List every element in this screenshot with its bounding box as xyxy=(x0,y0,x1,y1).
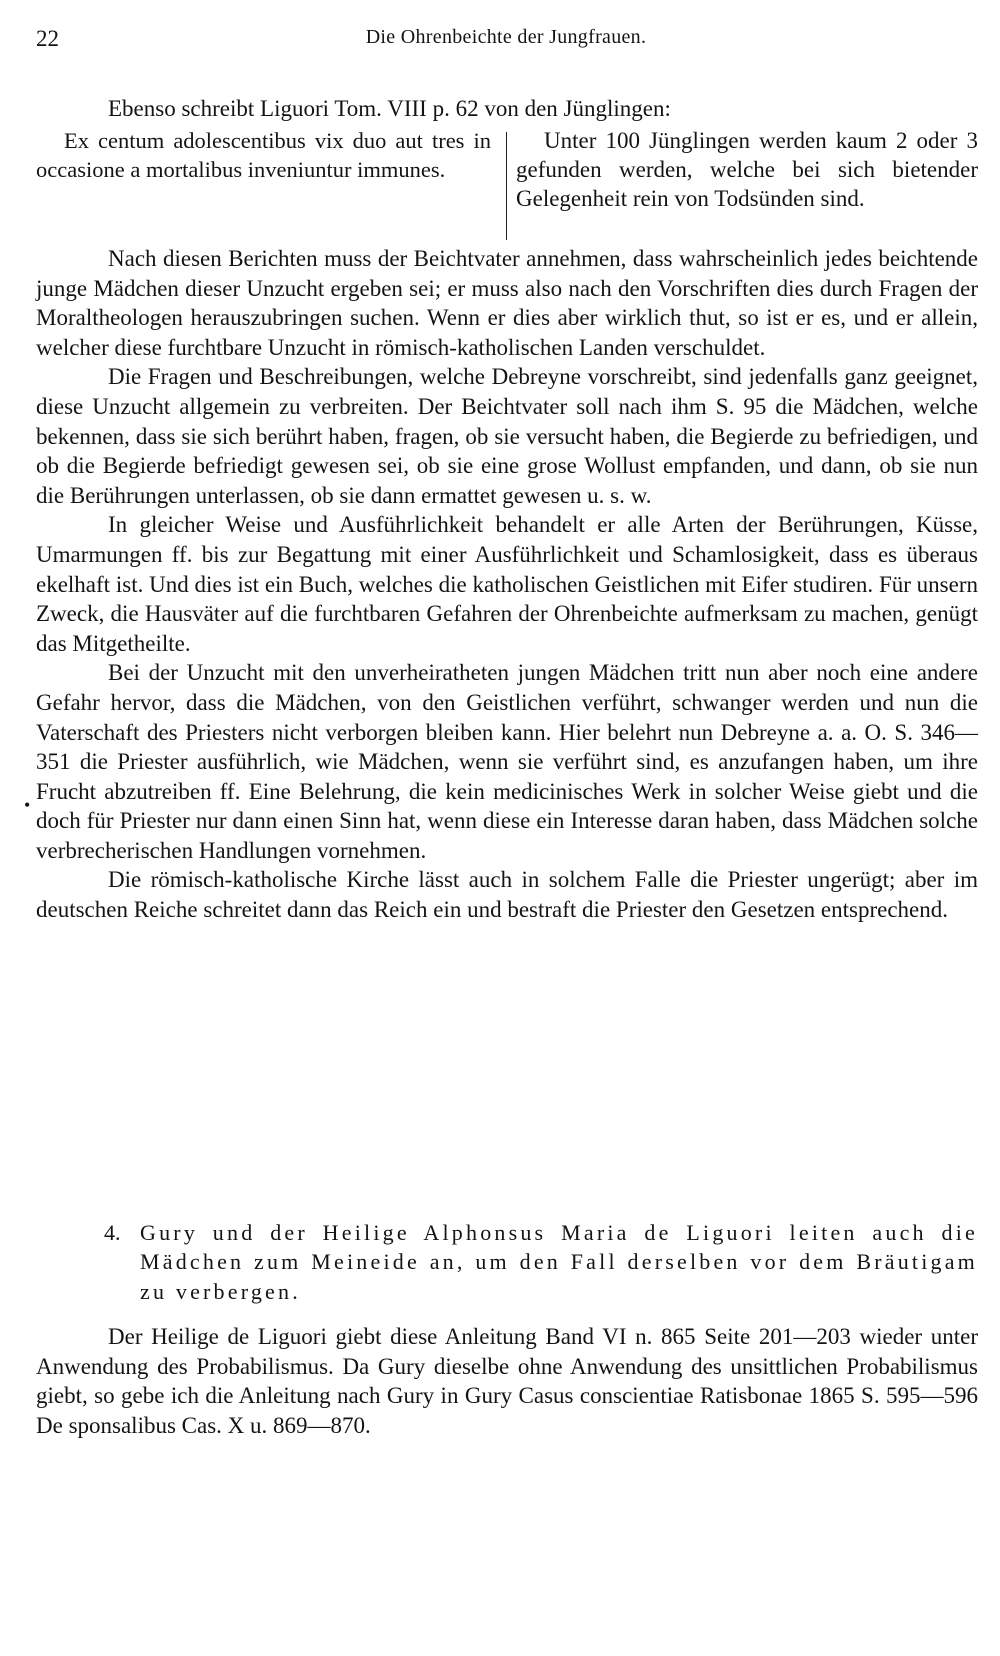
paragraph-3: In gleicher Weise und Ausführlichkeit behandelt er alle Arten der Berührungen, Küsse, Umarmungen ff. bis zur Begattung mit einer Ausführlichkeit und Schamlosigkeit, dass es überaus ekelhaft ist. Und dies ist ein Buch, welches die katholischen Geistlichen mit Eifer studiren. Für unsern Zweck, die Hausväter auf die furchtbaren Gefahren der Ohrenbeichte aufmerksam zu machen, genügt das Mitgetheilte. xyxy=(36,512,978,656)
page-header xyxy=(36,26,976,60)
column-divider xyxy=(506,132,507,240)
section-heading-text: Gury und der Heilige Alphonsus Maria de Liguori leiten auch die Mädchen zum Meineide an, um den Fall derselben vor dem Bräutigam zu verbergen. xyxy=(140,1220,978,1304)
latin-quote: Ex centum adolescentibus vix duo aut tres in occasione a mortalibus inveniuntur immunes. xyxy=(36,128,491,182)
intro-line: Ebenso schreibt Liguori Tom. VIII p. 62 von den Jünglingen: xyxy=(108,96,671,121)
section-number: 4. xyxy=(104,1220,121,1245)
closing-paragraph: Der Heilige de Liguori giebt diese Anleitung Band VI n. 865 Seite 201—203 wieder unter Anwendung des Probabilismus. Da Gury dieselbe ohne Anwendung des unsittlichen Probabilismus giebt, so gebe ich die Anleitung nach Gury in Gury Casus conscientiae Ratisbonae 1865 S. 595—596 De sponsalibus Cas. X u. 869—870. xyxy=(36,1324,978,1438)
german-column xyxy=(516,126,978,213)
latin-column xyxy=(36,126,491,184)
margin-dot: • xyxy=(24,795,31,815)
paragraph-5: Die römisch-katholische Kirche lässt auch in solchem Falle die Priester ungerügt; aber im deutschen Reiche schreitet dann das Reich ein und bestraft die Priester den Gesetzen entsprechend. xyxy=(36,867,978,923)
closing-text xyxy=(36,1322,978,1440)
german-translation: Unter 100 Jünglingen werden kaum 2 oder 3 gefunden werden, welche bei sich bietender Gelegenheit rein von Todsünden sind. xyxy=(516,128,978,211)
body-text xyxy=(36,244,978,925)
paragraph-2: Die Fragen und Beschreibungen, welche Debreyne vorschreibt, sind jedenfalls ganz geeignet, diese Unzucht allgemein zu verbreiten. Der Beichtvater soll nach ihm S. 95 die Mädchen, welche bekennen, dass sie sich berührt haben, fragen, ob sie versucht haben, die Begierde zu befriedigen, und ob die Begierde befriedigt gewesen sei, ob sie eine grose Wollust empfanden, und dann, ob sie nun die Berührungen unterlassen, ob sie dann ermattet gewesen u. s. w. xyxy=(36,364,978,508)
paragraph-1: Nach diesen Berichten muss der Beichtvater annehmen, dass wahrscheinlich jedes beichtende junge Mädchen dieser Unzucht ergeben sei; er muss also nach den Vorschriften dies durch Fragen der Moraltheologen herauszubringen suchen. Wenn er dies aber wirklich thut, so ist er es, und er allein, welcher diese furchtbare Unzucht in römisch-katholischen Landen verschuldet. xyxy=(36,246,978,360)
paragraph-4: Bei der Unzucht mit den unverheiratheten jungen Mädchen tritt nun aber noch eine andere Gefahr hervor, dass die Mädchen, von den Geistlichen verführt, schwanger werden und nun die Vaterschaft des Priesters nicht verborgen bleiben kann. Hier belehrt nun Debreyne a. a. O. S. 346—351 die Priester ausführlich, wie Mädchen, wenn sie verführt sind, es anzufangen haben, um ihre Frucht abzutreiben ff. Eine Belehrung, die kein medicinisches Werk in solcher Weise giebt und die doch für Priester nur dann einen Sinn hat, wenn diese ein Interesse daran haben, dass Mädchen solche verbrecherischen Handlungen vornehmen. xyxy=(36,660,978,863)
parallel-translation xyxy=(36,126,978,246)
numbered-section-heading xyxy=(36,1218,978,1306)
page-number: 22 xyxy=(36,26,59,51)
running-title: Die Ohrenbeichte der Jungfrauen. xyxy=(365,26,647,48)
